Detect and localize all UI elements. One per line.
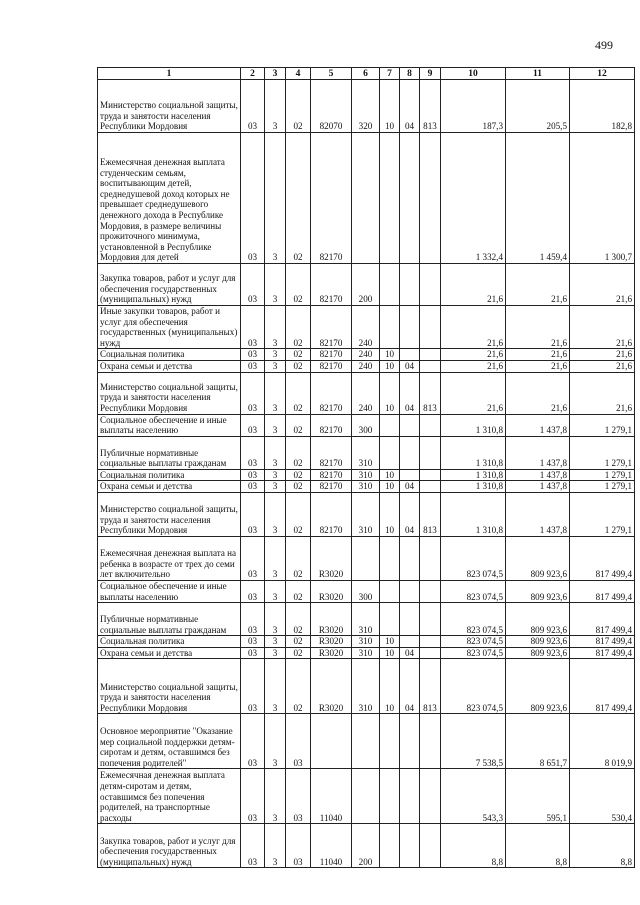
subsection <box>400 414 420 436</box>
value-col-10: 7 538,5 <box>441 714 506 769</box>
subsection: 04 <box>400 372 420 414</box>
value-col-11: 809 923,6 <box>506 580 570 602</box>
section <box>380 769 400 824</box>
col-4-code: 02 <box>286 264 311 306</box>
col-3-code: 3 <box>265 264 286 306</box>
value-col-10: 1 332,4 <box>441 133 506 264</box>
table-row <box>98 436 635 469</box>
value-col-12: 1 279,1 <box>570 481 635 493</box>
row-name: Основное мероприятие "Оказание мер социальной поддержки детям-сиротам и детям, оставшимся без попечения родителей" <box>98 714 241 769</box>
column-header-2: 2 <box>241 68 265 80</box>
value-col-12: 8 019,9 <box>570 714 635 769</box>
table-row <box>98 360 635 372</box>
row-name: Закупка товаров, работ и услуг для обеспечения государственных (муниципальных) нужд <box>98 824 241 868</box>
subsection: 04 <box>400 647 420 659</box>
section: 10 <box>380 469 400 481</box>
table-row <box>98 536 635 580</box>
col-3-code: 3 <box>265 636 286 648</box>
ministry-code <box>420 436 441 469</box>
value-col-12: 1 300,7 <box>570 133 635 264</box>
row-name: Охрана семьи и детства <box>98 481 241 493</box>
col-3-code: 3 <box>265 133 286 264</box>
table-row <box>98 603 635 636</box>
section <box>380 306 400 349</box>
value-col-12: 817 499,4 <box>570 659 635 714</box>
col-4-code: 03 <box>286 714 311 769</box>
table-row <box>98 824 635 868</box>
column-header-4: 4 <box>286 68 311 80</box>
value-col-12: 8,8 <box>570 824 635 868</box>
value-col-11: 1 459,4 <box>506 133 570 264</box>
target-article: 82170 <box>311 133 352 264</box>
col-2-code: 03 <box>241 647 265 659</box>
col-2-code: 03 <box>241 264 265 306</box>
col-4-code: 02 <box>286 436 311 469</box>
col-2-code: 03 <box>241 414 265 436</box>
section: 10 <box>380 636 400 648</box>
row-name: Закупка товаров, работ и услуг для обеспечения государственных (муниципальных) нужд <box>98 264 241 306</box>
col-3-code: 3 <box>265 769 286 824</box>
value-col-10: 187,3 <box>441 80 506 133</box>
value-col-11: 809 923,6 <box>506 647 570 659</box>
section: 10 <box>380 481 400 493</box>
expense-type: 300 <box>352 414 380 436</box>
section: 10 <box>380 80 400 133</box>
expense-type: 200 <box>352 824 380 868</box>
value-col-11: 809 923,6 <box>506 636 570 648</box>
ministry-code <box>420 824 441 868</box>
ministry-code <box>420 133 441 264</box>
column-header-7: 7 <box>380 68 400 80</box>
col-3-code: 3 <box>265 372 286 414</box>
value-col-11: 809 923,6 <box>506 659 570 714</box>
subsection: 04 <box>400 80 420 133</box>
expense-type: 240 <box>352 372 380 414</box>
target-article: R3020 <box>311 603 352 636</box>
row-name: Социальное обеспечение и иные выплаты населению <box>98 414 241 436</box>
row-name: Охрана семьи и детства <box>98 360 241 372</box>
row-name: Публичные нормативные социальные выплаты гражданам <box>98 603 241 636</box>
target-article: R3020 <box>311 636 352 648</box>
expense-type: 310 <box>352 603 380 636</box>
value-col-10: 823 074,5 <box>441 580 506 602</box>
col-2-code: 03 <box>241 372 265 414</box>
table-row <box>98 481 635 493</box>
value-col-11: 1 437,8 <box>506 436 570 469</box>
row-name: Ежемесячная денежная выплата студенческим семьям, воспитывающим детей, среднедушевой доход которых не превышает среднедушевого денежного дохода в Республике Мордовия, в размере величины прожиточного минимума, установленной в Республике Мордовия для детей <box>98 133 241 264</box>
subsection <box>400 580 420 602</box>
value-col-12: 21,6 <box>570 360 635 372</box>
row-name: Министерство социальной защиты, труда и занятости населения Республики Мордовия <box>98 659 241 714</box>
value-col-10: 21,6 <box>441 349 506 361</box>
value-col-11: 1 437,8 <box>506 414 570 436</box>
col-2-code: 03 <box>241 360 265 372</box>
col-3-code: 3 <box>265 603 286 636</box>
table-row <box>98 349 635 361</box>
value-col-12: 21,6 <box>570 372 635 414</box>
target-article: 82170 <box>311 264 352 306</box>
target-article: 82170 <box>311 469 352 481</box>
col-4-code: 02 <box>286 536 311 580</box>
ministry-code <box>420 264 441 306</box>
row-name: Ежемесячная денежная выплата на ребенка в возрасте от трех до семи лет включительно <box>98 536 241 580</box>
ministry-code <box>420 306 441 349</box>
target-article: 82170 <box>311 360 352 372</box>
ministry-code <box>420 580 441 602</box>
col-4-code: 02 <box>286 349 311 361</box>
ministry-code <box>420 360 441 372</box>
row-name: Министерство социальной защиты, труда и занятости населения Республики Мордовия <box>98 80 241 133</box>
col-3-code: 3 <box>265 360 286 372</box>
section <box>380 133 400 264</box>
row-name: Социальная политика <box>98 469 241 481</box>
col-4-code: 03 <box>286 824 311 868</box>
table-row <box>98 636 635 648</box>
ministry-code: 813 <box>420 372 441 414</box>
col-3-code: 3 <box>265 659 286 714</box>
col-2-code: 03 <box>241 436 265 469</box>
row-name: Охрана семьи и детства <box>98 647 241 659</box>
subsection <box>400 264 420 306</box>
col-4-code: 02 <box>286 636 311 648</box>
expense-type: 240 <box>352 349 380 361</box>
page-number: 499 <box>595 38 613 52</box>
col-3-code: 3 <box>265 824 286 868</box>
col-2-code: 03 <box>241 469 265 481</box>
value-col-12: 817 499,4 <box>570 636 635 648</box>
target-article: 11040 <box>311 824 352 868</box>
row-name: Ежемесячная денежная выплата детям-сиротам и детям, оставшимся без попечения родителей, на транспортные расходы <box>98 769 241 824</box>
target-article: 82170 <box>311 492 352 536</box>
row-name: Министерство социальной защиты, труда и занятости населения Республики Мордовия <box>98 492 241 536</box>
expense-type: 320 <box>352 80 380 133</box>
ministry-code <box>420 349 441 361</box>
table-body <box>98 80 635 868</box>
target-article: R3020 <box>311 580 352 602</box>
value-col-11: 205,5 <box>506 80 570 133</box>
section: 10 <box>380 372 400 414</box>
target-article <box>311 714 352 769</box>
ministry-code <box>420 414 441 436</box>
column-header-11: 11 <box>506 68 570 80</box>
value-col-12: 1 279,1 <box>570 492 635 536</box>
col-4-code: 02 <box>286 414 311 436</box>
value-col-10: 21,6 <box>441 306 506 349</box>
value-col-10: 1 310,8 <box>441 469 506 481</box>
ministry-code: 813 <box>420 492 441 536</box>
subsection <box>400 714 420 769</box>
column-header-10: 10 <box>441 68 506 80</box>
value-col-12: 182,8 <box>570 80 635 133</box>
table-row <box>98 769 635 824</box>
col-2-code: 03 <box>241 349 265 361</box>
target-article: 82170 <box>311 372 352 414</box>
expense-type <box>352 714 380 769</box>
value-col-11: 1 437,8 <box>506 481 570 493</box>
row-name: Министерство социальной защиты, труда и занятости населения Республики Мордовия <box>98 372 241 414</box>
target-article: 82170 <box>311 306 352 349</box>
value-col-11: 21,6 <box>506 372 570 414</box>
col-3-code: 3 <box>265 647 286 659</box>
expense-type: 240 <box>352 306 380 349</box>
target-article: R3020 <box>311 647 352 659</box>
target-article: 82070 <box>311 80 352 133</box>
value-col-11: 1 437,8 <box>506 492 570 536</box>
column-header-8: 8 <box>400 68 420 80</box>
ministry-code <box>420 603 441 636</box>
ministry-code: 813 <box>420 659 441 714</box>
budget-table <box>97 67 635 868</box>
expense-type: 310 <box>352 647 380 659</box>
value-col-12: 21,6 <box>570 306 635 349</box>
col-4-code: 02 <box>286 580 311 602</box>
table-row <box>98 372 635 414</box>
col-2-code: 03 <box>241 714 265 769</box>
target-article: 11040 <box>311 769 352 824</box>
col-4-code: 02 <box>286 80 311 133</box>
value-col-12: 21,6 <box>570 264 635 306</box>
col-4-code: 03 <box>286 769 311 824</box>
value-col-10: 823 074,5 <box>441 659 506 714</box>
section <box>380 824 400 868</box>
expense-type: 310 <box>352 636 380 648</box>
value-col-12: 21,6 <box>570 349 635 361</box>
col-4-code: 02 <box>286 603 311 636</box>
section: 10 <box>380 492 400 536</box>
subsection <box>400 824 420 868</box>
row-name: Социальная политика <box>98 349 241 361</box>
section <box>380 603 400 636</box>
col-3-code: 3 <box>265 469 286 481</box>
expense-type: 240 <box>352 360 380 372</box>
row-name: Социальная политика <box>98 636 241 648</box>
section <box>380 436 400 469</box>
table-row <box>98 133 635 264</box>
expense-type: 310 <box>352 659 380 714</box>
column-header-1: 1 <box>98 68 241 80</box>
ministry-code <box>420 636 441 648</box>
col-2-code: 03 <box>241 580 265 602</box>
target-article: R3020 <box>311 536 352 580</box>
value-col-11: 1 437,8 <box>506 469 570 481</box>
subsection <box>400 769 420 824</box>
col-2-code: 03 <box>241 659 265 714</box>
col-2-code: 03 <box>241 492 265 536</box>
value-col-12: 817 499,4 <box>570 580 635 602</box>
value-col-11: 21,6 <box>506 349 570 361</box>
target-article: R3020 <box>311 659 352 714</box>
section <box>380 536 400 580</box>
value-col-11: 8,8 <box>506 824 570 868</box>
col-2-code: 03 <box>241 133 265 264</box>
col-3-code: 3 <box>265 414 286 436</box>
target-article: 82170 <box>311 436 352 469</box>
section: 10 <box>380 647 400 659</box>
value-col-10: 1 310,8 <box>441 492 506 536</box>
subsection: 04 <box>400 360 420 372</box>
header-row <box>98 68 635 80</box>
col-4-code: 02 <box>286 492 311 536</box>
col-3-code: 3 <box>265 580 286 602</box>
subsection: 04 <box>400 492 420 536</box>
section <box>380 264 400 306</box>
col-2-code: 03 <box>241 80 265 133</box>
value-col-11: 21,6 <box>506 264 570 306</box>
col-3-code: 3 <box>265 349 286 361</box>
value-col-11: 21,6 <box>506 360 570 372</box>
ministry-code <box>420 714 441 769</box>
expense-type <box>352 536 380 580</box>
value-col-12: 530,4 <box>570 769 635 824</box>
column-header-9: 9 <box>420 68 441 80</box>
subsection <box>400 636 420 648</box>
expense-type: 200 <box>352 264 380 306</box>
section: 10 <box>380 659 400 714</box>
subsection <box>400 536 420 580</box>
table-row <box>98 306 635 349</box>
value-col-11: 8 651,7 <box>506 714 570 769</box>
table-row <box>98 414 635 436</box>
value-col-11: 809 923,6 <box>506 536 570 580</box>
value-col-10: 823 074,5 <box>441 636 506 648</box>
col-2-code: 03 <box>241 769 265 824</box>
value-col-10: 823 074,5 <box>441 647 506 659</box>
value-col-10: 1 310,8 <box>441 414 506 436</box>
table-row <box>98 580 635 602</box>
col-4-code: 02 <box>286 469 311 481</box>
col-2-code: 03 <box>241 306 265 349</box>
value-col-10: 1 310,8 <box>441 436 506 469</box>
expense-type: 300 <box>352 580 380 602</box>
table-row <box>98 264 635 306</box>
value-col-10: 1 310,8 <box>441 481 506 493</box>
col-2-code: 03 <box>241 481 265 493</box>
section <box>380 714 400 769</box>
ministry-code <box>420 647 441 659</box>
subsection <box>400 133 420 264</box>
column-header-12: 12 <box>570 68 635 80</box>
expense-type: 310 <box>352 469 380 481</box>
column-header-6: 6 <box>352 68 380 80</box>
expense-type: 310 <box>352 492 380 536</box>
ministry-code <box>420 769 441 824</box>
col-4-code: 02 <box>286 133 311 264</box>
table-header <box>98 68 635 80</box>
expense-type <box>352 133 380 264</box>
subsection <box>400 349 420 361</box>
ministry-code <box>420 536 441 580</box>
subsection: 04 <box>400 659 420 714</box>
table-row <box>98 80 635 133</box>
section <box>380 580 400 602</box>
ministry-code: 813 <box>420 80 441 133</box>
value-col-11: 21,6 <box>506 306 570 349</box>
col-4-code: 02 <box>286 647 311 659</box>
expense-type: 310 <box>352 436 380 469</box>
col-3-code: 3 <box>265 714 286 769</box>
col-3-code: 3 <box>265 80 286 133</box>
value-col-11: 809 923,6 <box>506 603 570 636</box>
expense-type <box>352 769 380 824</box>
value-col-10: 21,6 <box>441 372 506 414</box>
value-col-12: 817 499,4 <box>570 603 635 636</box>
table-row <box>98 659 635 714</box>
col-3-code: 3 <box>265 306 286 349</box>
row-name: Иные закупки товаров, работ и услуг для обеспечения государственных (муниципальных) нужд <box>98 306 241 349</box>
row-name: Публичные нормативные социальные выплаты гражданам <box>98 436 241 469</box>
value-col-12: 1 279,1 <box>570 436 635 469</box>
col-3-code: 3 <box>265 492 286 536</box>
section: 10 <box>380 349 400 361</box>
col-3-code: 3 <box>265 536 286 580</box>
value-col-12: 817 499,4 <box>570 536 635 580</box>
subsection <box>400 306 420 349</box>
value-col-10: 21,6 <box>441 360 506 372</box>
value-col-10: 8,8 <box>441 824 506 868</box>
col-2-code: 03 <box>241 824 265 868</box>
column-header-3: 3 <box>265 68 286 80</box>
col-2-code: 03 <box>241 536 265 580</box>
subsection <box>400 603 420 636</box>
value-col-11: 595,1 <box>506 769 570 824</box>
value-col-12: 1 279,1 <box>570 469 635 481</box>
section: 10 <box>380 360 400 372</box>
value-col-12: 1 279,1 <box>570 414 635 436</box>
col-4-code: 02 <box>286 360 311 372</box>
col-4-code: 02 <box>286 372 311 414</box>
col-4-code: 02 <box>286 481 311 493</box>
section <box>380 414 400 436</box>
expense-type: 310 <box>352 481 380 493</box>
subsection: 04 <box>400 481 420 493</box>
column-header-5: 5 <box>311 68 352 80</box>
col-3-code: 3 <box>265 481 286 493</box>
value-col-10: 823 074,5 <box>441 603 506 636</box>
col-4-code: 02 <box>286 306 311 349</box>
subsection <box>400 469 420 481</box>
value-col-10: 543,3 <box>441 769 506 824</box>
value-col-10: 21,6 <box>441 264 506 306</box>
target-article: 82170 <box>311 349 352 361</box>
value-col-12: 817 499,4 <box>570 647 635 659</box>
value-col-10: 823 074,5 <box>441 536 506 580</box>
target-article: 82170 <box>311 414 352 436</box>
target-article: 82170 <box>311 481 352 493</box>
col-4-code: 02 <box>286 659 311 714</box>
col-2-code: 03 <box>241 636 265 648</box>
table-row <box>98 647 635 659</box>
table-row <box>98 492 635 536</box>
ministry-code <box>420 481 441 493</box>
col-2-code: 03 <box>241 603 265 636</box>
table-row <box>98 469 635 481</box>
table-row <box>98 714 635 769</box>
col-3-code: 3 <box>265 436 286 469</box>
ministry-code <box>420 469 441 481</box>
row-name: Социальное обеспечение и иные выплаты населению <box>98 580 241 602</box>
subsection <box>400 436 420 469</box>
